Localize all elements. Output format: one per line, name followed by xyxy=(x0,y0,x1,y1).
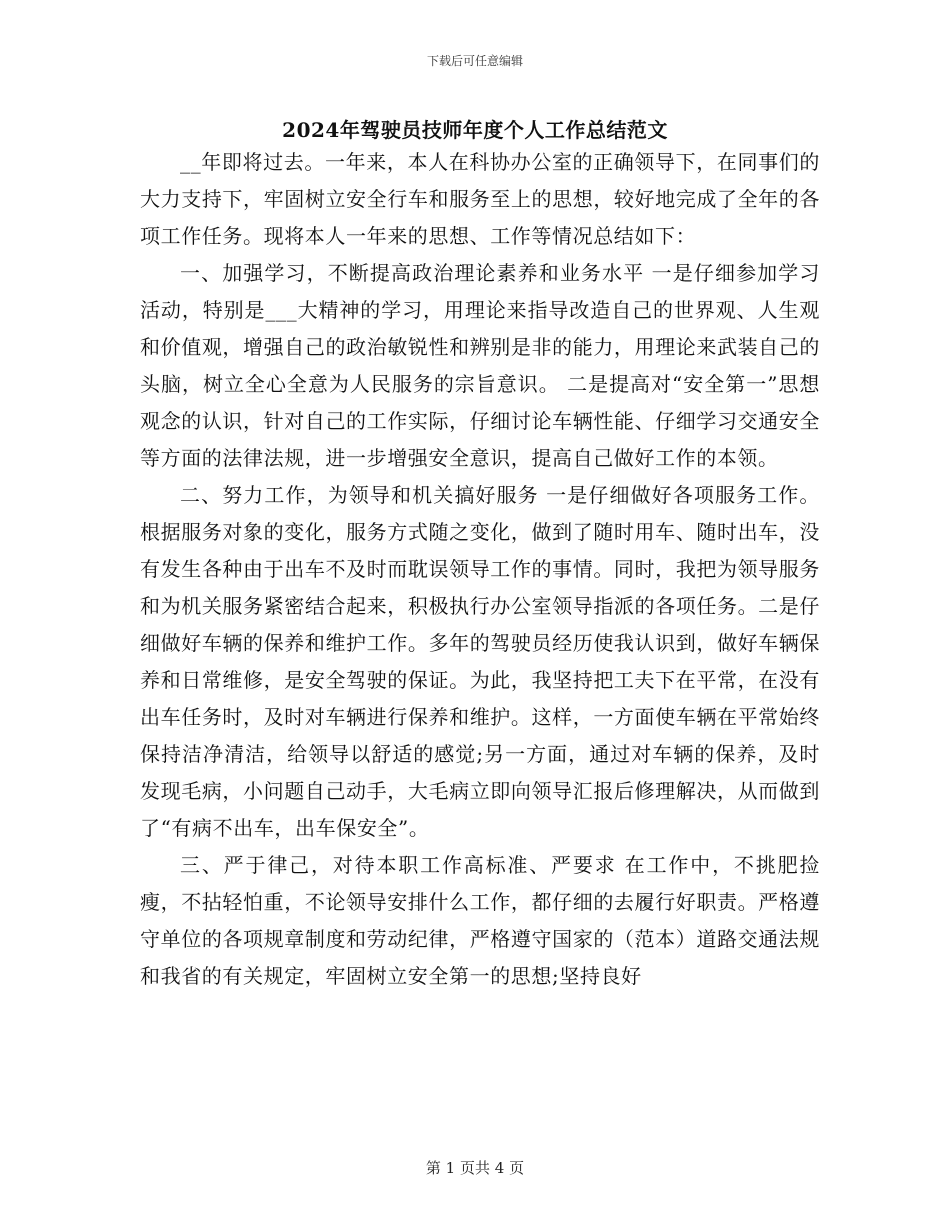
paragraph-intro: __年即将过去。一年来，本人在科协办公室的正确领导下，在同事们的大力支持下，牢固树立安全行车和服务至上的思想，较好地完成了全年的各项工作任务。现将本人一年来的思想、工作等情况总结如下： xyxy=(140,150,820,248)
document-body xyxy=(140,144,820,995)
paragraph-section-3: 三、严于律己，对待本职工作高标准、严要求 在工作中，不挑肥捡瘦，不拈轻怕重，不论领导安排什么工作，都仔细的去履行好职责。严格遵守单位的各项规章制度和劳动纪律，严格遵守国家的（范本）道路交通法规和我省的有关规定，牢固树立安全第一的思想;坚持良好 xyxy=(140,853,820,988)
header-note: 下载后可任意编辑 xyxy=(426,54,523,68)
paragraph-section-1: 一、加强学习，不断提高政治理论素养和业务水平 一是仔细参加学习活动，特别是___大精神的学习，用理论来指导改造自己的世界观、人生观和价值观，增强自己的政治敏锐性和辨别是非的能力，用理论来武装自己的头脑，树立全心全意为人民服务的宗旨意识。 二是提高对“安全第一”思想观念的认识，针对自己的工作实际，仔细讨论车辆性能、仔细学习交通安全等方面的法律法规，进一步增强安全意识，提高自己做好工作的本领。 xyxy=(140,261,820,470)
page-number-footer: 第 1 页共 4 页 xyxy=(425,1159,525,1177)
paragraph-section-2: 二、努力工作，为领导和机关搞好服务 一是仔细做好各项服务工作。根据服务对象的变化，服务方式随之变化，做到了随时用车、随时出车，没有发生各种由于出车不及时而耽误领导工作的事情。同时，我把为领导服务和为机关服务紧密结合起来，积极执行办公室领导指派的各项任务。二是仔细做好车辆的保养和维护工作。多年的驾驶员经历使我认识到，做好车辆保养和日常维修，是安全驾驶的保证。为此，我坚持把工夫下在平常，在没有出车任务时，及时对车辆进行保养和维护。这样，一方面使车辆在平常始终保持洁净清洁，给领导以舒适的感觉;另一方面，通过对车辆的保养，及时发现毛病，小问题自己动手，大毛病立即向领导汇报后修理解决，从而做到了“有病不出车，出车保安全”。 xyxy=(140,483,820,840)
document-title: 2024年驾驶员技师年度个人工作总结范文 xyxy=(282,118,668,142)
